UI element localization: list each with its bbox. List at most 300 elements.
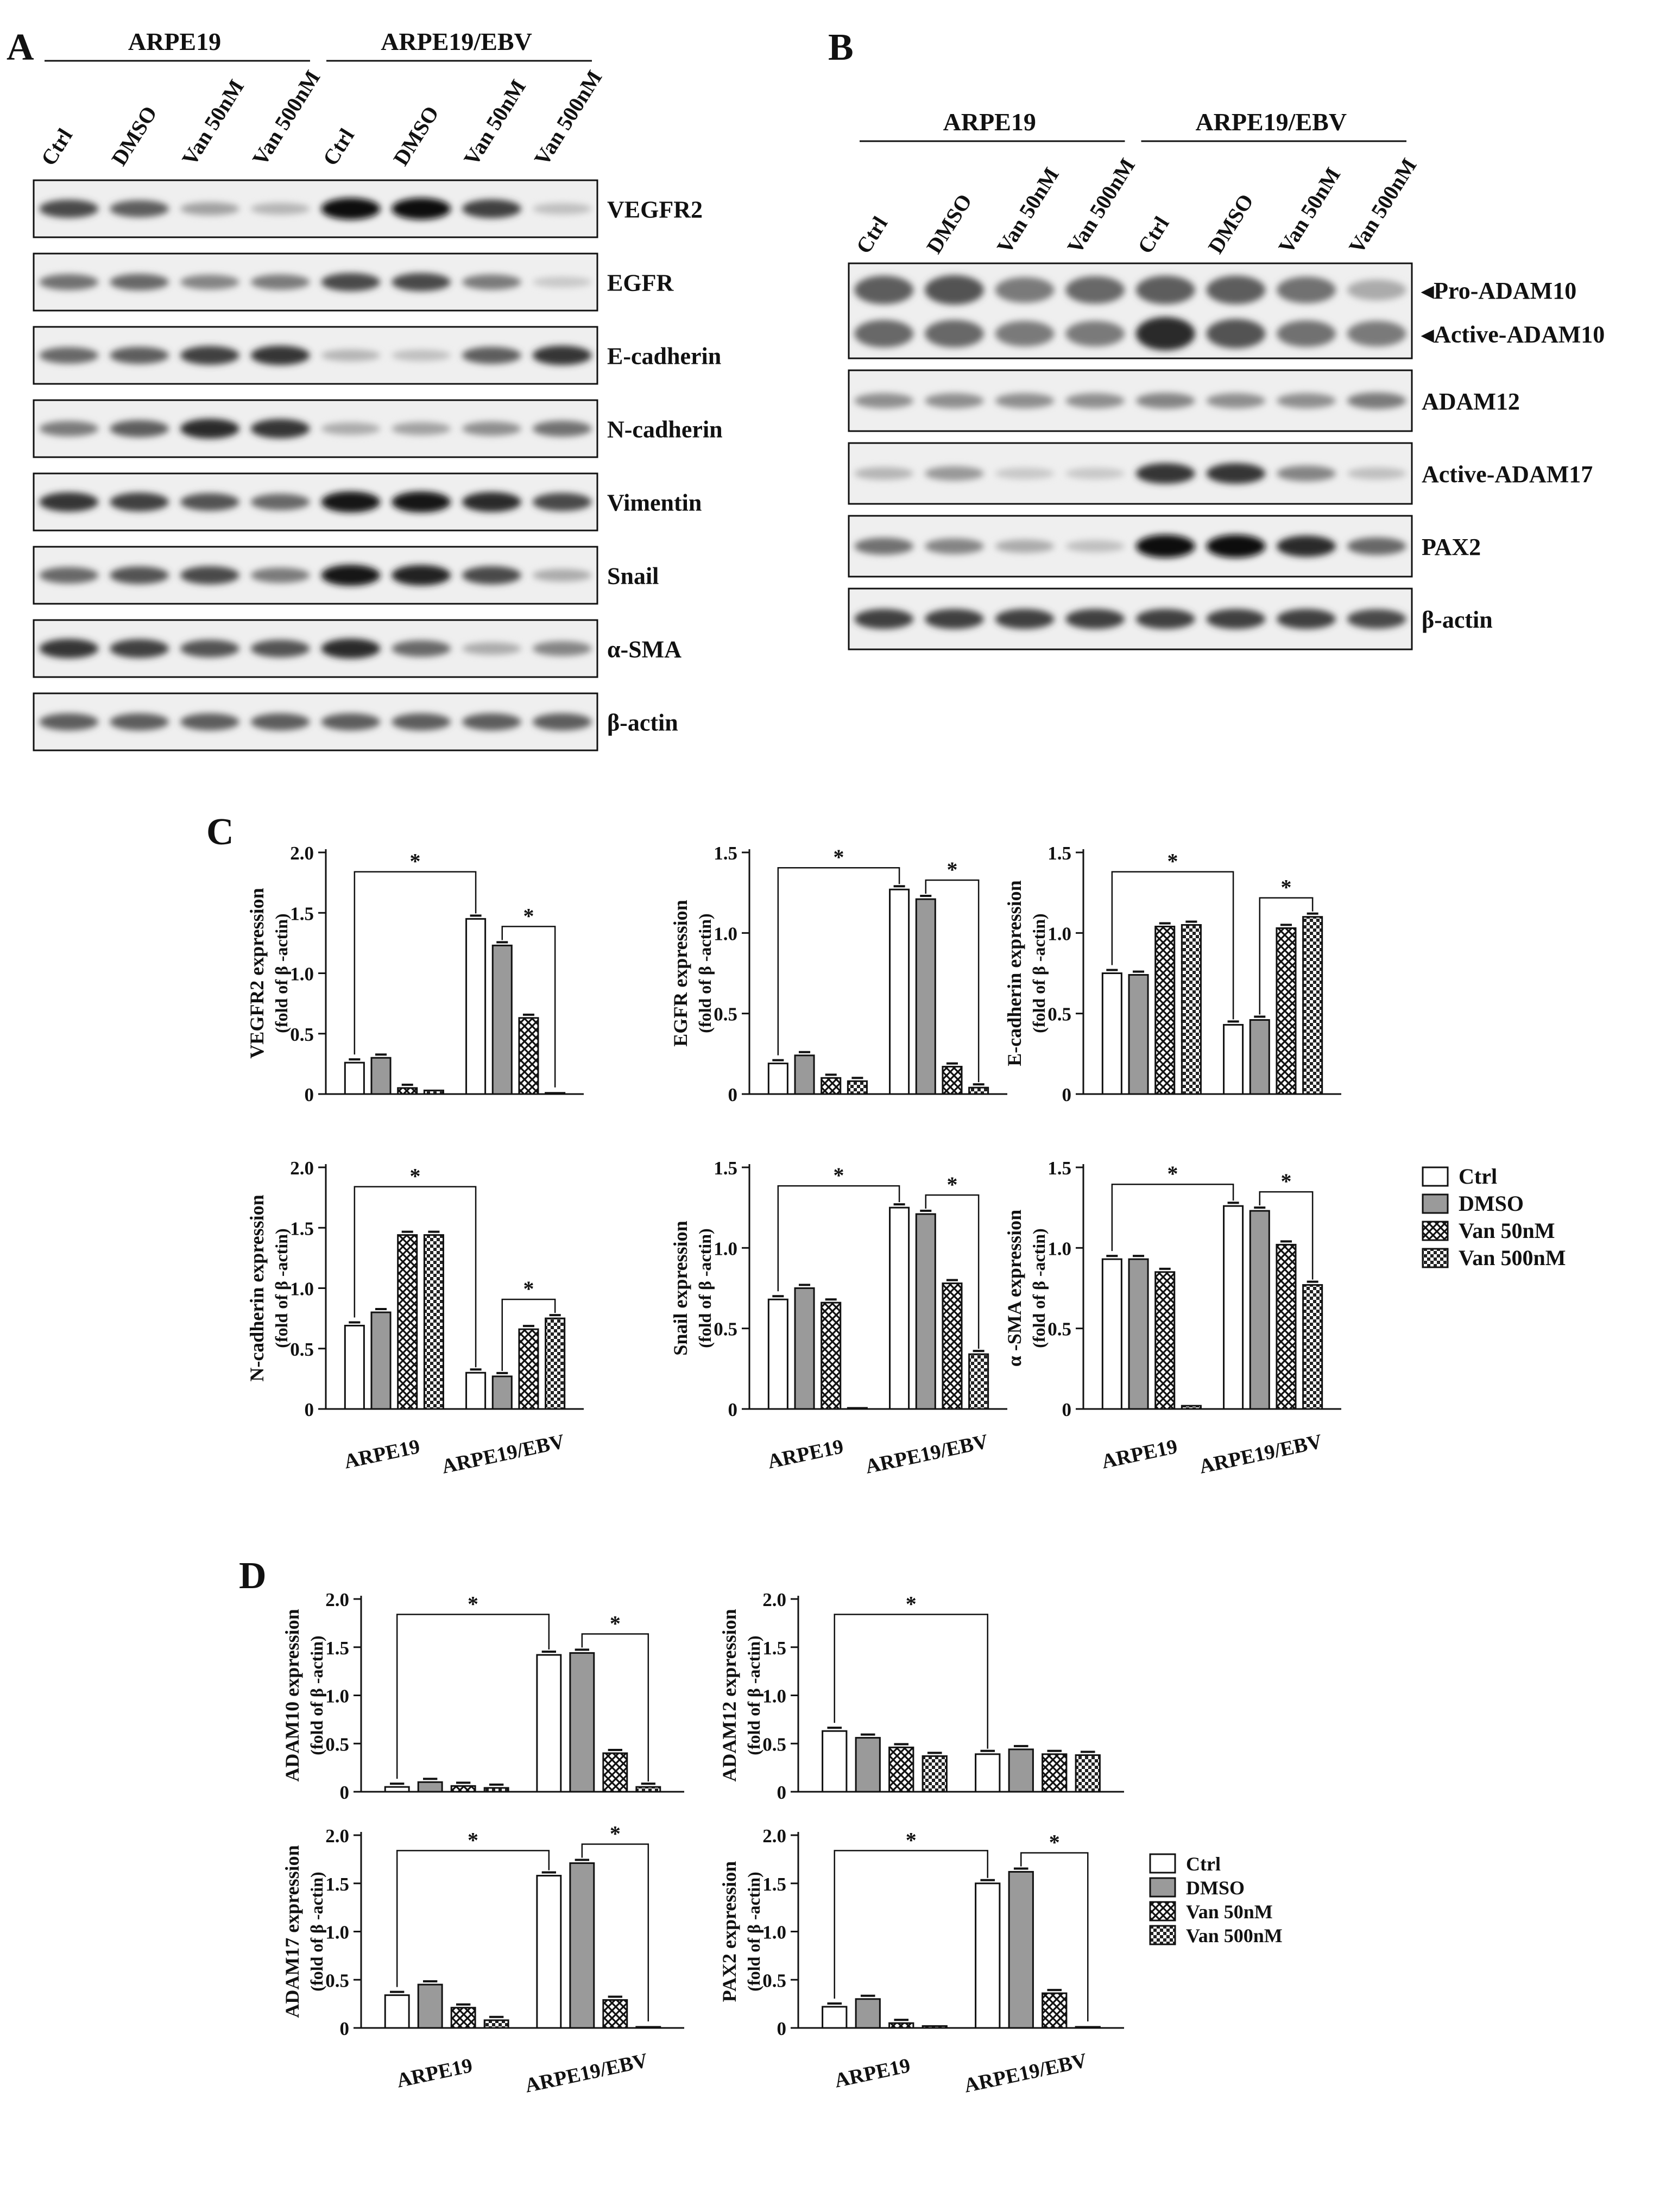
- protein-band: [392, 273, 451, 292]
- bar: [943, 1284, 962, 1409]
- significance-star: *: [1049, 1830, 1060, 1855]
- protein-band: [533, 421, 592, 437]
- legend-label: Van 500nM: [1459, 1246, 1566, 1270]
- significance-star: *: [833, 845, 844, 870]
- bar: [451, 2008, 475, 2028]
- bar: [1303, 917, 1322, 1094]
- bar: [1102, 1259, 1121, 1409]
- protein-band: [1206, 276, 1265, 305]
- protein-band: [533, 569, 592, 582]
- lane-label: Van 500nM: [1343, 154, 1422, 258]
- panel-b-label: B: [828, 27, 854, 68]
- bar: [848, 1081, 867, 1094]
- blot-label: E-cadherin: [607, 343, 722, 370]
- protein-band: [180, 713, 239, 731]
- protein-band: [854, 609, 913, 629]
- bar: [519, 1018, 538, 1094]
- significance-star: *: [946, 857, 958, 882]
- protein-band: [251, 419, 310, 439]
- protein-band: [995, 393, 1055, 408]
- protein-band: [854, 538, 913, 554]
- y-tick-label: 1.5: [1047, 843, 1071, 864]
- blot-label: EGFR: [607, 269, 674, 296]
- significance-star: *: [1280, 1169, 1292, 1194]
- protein-band: [251, 274, 310, 289]
- protein-band: [180, 493, 239, 511]
- protein-band: [321, 565, 380, 586]
- protein-band: [533, 203, 592, 214]
- protein-band: [321, 273, 380, 292]
- bar: [889, 1747, 913, 1792]
- bar: [1156, 926, 1175, 1094]
- bar: [451, 1786, 475, 1792]
- bar: [636, 1787, 660, 1792]
- x-category-label: ARPE19: [832, 2054, 913, 2093]
- y-tick-label: 0.5: [762, 1970, 786, 1992]
- protein-band: [854, 276, 913, 305]
- bar-chart: [718, 1589, 1124, 1803]
- y-tick-label: 1.0: [762, 1922, 786, 1943]
- blot-label: ADAM12: [1422, 388, 1520, 415]
- protein-band: [533, 493, 592, 511]
- protein-band: [1065, 467, 1125, 479]
- bar: [1224, 1206, 1243, 1409]
- protein-band: [995, 609, 1055, 629]
- protein-band: [251, 346, 310, 365]
- protein-band: [1065, 276, 1125, 304]
- y-tick-label: 0: [304, 1084, 314, 1105]
- bar-chart: [1004, 843, 1341, 1105]
- x-category-label: ARPE19/EBV: [439, 1430, 567, 1478]
- protein-band: [321, 639, 380, 659]
- blot-label: Active-ADAM17: [1422, 461, 1593, 488]
- lane-label: Van 50nM: [176, 75, 249, 170]
- bar-chart: [718, 1825, 1124, 2097]
- legend-label: Ctrl: [1459, 1164, 1498, 1189]
- protein-band: [1206, 393, 1265, 408]
- bar: [848, 1408, 867, 1409]
- bar-chart: [670, 843, 1007, 1105]
- bar: [916, 1214, 935, 1409]
- y-tick-label: 1.0: [714, 923, 737, 945]
- protein-band: [110, 492, 169, 511]
- y-tick-label: 1.0: [762, 1685, 786, 1707]
- y-axis-label-units: (fold of β -actin): [744, 1635, 763, 1755]
- blot-label: β-actin: [1422, 606, 1493, 633]
- bar: [822, 1303, 841, 1409]
- legend-label: Ctrl: [1186, 1853, 1221, 1875]
- protein-band: [995, 321, 1055, 346]
- protein-band: [1065, 321, 1125, 346]
- y-tick-label: 0: [1062, 1399, 1071, 1420]
- protein-band: [180, 419, 239, 439]
- y-tick-label: 1.0: [714, 1238, 737, 1260]
- x-category-label: ARPE19: [765, 1435, 845, 1474]
- protein-band: [110, 566, 169, 584]
- panel-a-label: A: [7, 27, 34, 68]
- bar: [371, 1312, 390, 1409]
- y-tick-label: 0: [339, 2018, 349, 2039]
- bar: [856, 1999, 880, 2028]
- blot-label: PAX2: [1422, 534, 1481, 560]
- significance-bracket: [1112, 1184, 1233, 1251]
- y-axis-label: ADAM10 expression: [281, 1609, 303, 1782]
- significance-star: *: [1280, 875, 1292, 900]
- y-tick-label: 2.0: [325, 1825, 349, 1847]
- protein-band: [110, 200, 169, 218]
- protein-band: [1277, 393, 1336, 408]
- protein-band: [462, 274, 521, 289]
- y-tick-label: 2.0: [762, 1589, 786, 1610]
- legend-label: DMSO: [1459, 1191, 1524, 1216]
- bar: [537, 1655, 561, 1792]
- y-tick-label: 1.5: [290, 1218, 314, 1240]
- bar: [923, 1756, 946, 1792]
- bar: [466, 919, 485, 1094]
- protein-band: [1065, 540, 1125, 552]
- protein-band: [1206, 535, 1265, 558]
- protein-band: [854, 467, 913, 480]
- bar: [1043, 1993, 1067, 2028]
- significance-star: *: [905, 1828, 917, 1853]
- legend-swatch: [1150, 1878, 1175, 1897]
- blot-label: α-SMA: [607, 636, 681, 663]
- protein-band: [392, 198, 451, 220]
- y-tick-label: 0: [777, 1782, 786, 1803]
- bar: [636, 2027, 660, 2028]
- lane-label: Van 50nM: [992, 163, 1064, 258]
- protein-band: [1347, 393, 1406, 409]
- protein-band: [392, 350, 451, 361]
- y-tick-label: 0.5: [1047, 1318, 1071, 1340]
- bar: [969, 1088, 988, 1094]
- significance-bracket: [835, 1614, 988, 1748]
- bar: [1224, 1025, 1243, 1094]
- bar: [1102, 974, 1121, 1095]
- lane-label: Ctrl: [318, 124, 359, 170]
- bar: [1277, 928, 1296, 1094]
- bar-charts: [246, 843, 1341, 2097]
- group-label: ARPE19: [943, 108, 1036, 136]
- x-category-label: ARPE19/EBV: [863, 1430, 990, 1478]
- legend-swatch: [1150, 1854, 1175, 1873]
- significance-star: *: [523, 1276, 534, 1301]
- protein-band: [39, 421, 98, 436]
- y-tick-label: 0.5: [714, 1318, 737, 1340]
- protein-band: [392, 565, 451, 586]
- significance-bracket: [397, 1850, 549, 1987]
- significance-star: *: [409, 1164, 421, 1189]
- significance-star: *: [946, 1172, 958, 1197]
- significance-star: *: [833, 1163, 844, 1188]
- protein-band: [321, 713, 380, 731]
- bar: [1250, 1211, 1269, 1409]
- protein-band: [462, 199, 521, 218]
- legend-label: Van 500nM: [1186, 1925, 1283, 1946]
- lane-label: DMSO: [106, 102, 162, 170]
- protein-band: [180, 346, 239, 365]
- bar: [923, 2026, 946, 2028]
- y-tick-label: 2.0: [325, 1589, 349, 1610]
- bar: [856, 1738, 880, 1792]
- protein-band: [1136, 463, 1195, 484]
- panel-b-western-blot: [849, 108, 1605, 649]
- significance-star: *: [409, 849, 421, 874]
- protein-band: [1206, 463, 1265, 484]
- protein-band: [110, 420, 169, 438]
- protein-band: [110, 274, 169, 290]
- bar: [823, 1731, 847, 1792]
- y-tick-label: 1.0: [325, 1922, 349, 1943]
- protein-band: [925, 466, 984, 481]
- bar: [519, 1329, 538, 1409]
- protein-band: [251, 640, 310, 658]
- group-label: ARPE19: [128, 28, 222, 55]
- blot-label: ◂Pro-ADAM10: [1422, 277, 1577, 304]
- legends: [1150, 1164, 1566, 1946]
- bar: [398, 1088, 417, 1094]
- y-tick-label: 1.5: [325, 1873, 349, 1895]
- y-tick-label: 1.5: [714, 843, 737, 864]
- bar-chart: [246, 1158, 584, 1478]
- y-axis-label-units: (fold of β -actin): [272, 913, 291, 1033]
- bar: [570, 1863, 594, 2028]
- protein-band: [925, 609, 984, 629]
- protein-band: [854, 320, 913, 347]
- protein-band: [1277, 465, 1336, 481]
- y-axis-label-units: (fold of β -actin): [272, 1228, 291, 1348]
- y-tick-label: 0: [728, 1399, 737, 1420]
- protein-band: [392, 713, 451, 731]
- bar: [1076, 1755, 1100, 1792]
- legend-label: Van 50nM: [1186, 1901, 1273, 1923]
- y-tick-label: 1.0: [290, 963, 314, 985]
- significance-bracket: [355, 872, 476, 1055]
- bar: [1009, 1749, 1033, 1792]
- protein-band: [1136, 609, 1195, 629]
- significance-bracket: [397, 1614, 549, 1779]
- bar: [1043, 1754, 1067, 1792]
- bar: [345, 1325, 364, 1409]
- bar: [969, 1354, 988, 1409]
- protein-band: [1347, 467, 1406, 479]
- blot-label: VEGFR2: [607, 196, 703, 223]
- group-label: ARPE19/EBV: [1195, 108, 1347, 136]
- protein-band: [180, 640, 239, 658]
- blot-label: β-actin: [607, 709, 678, 736]
- bar: [546, 1093, 565, 1094]
- lane-label: Ctrl: [851, 212, 893, 258]
- bar: [1303, 1285, 1322, 1409]
- y-axis-label: N-cadherin expression: [246, 1195, 268, 1382]
- bar: [466, 1373, 485, 1409]
- y-axis-label: PAX2 expression: [718, 1861, 740, 2002]
- protein-band: [180, 566, 239, 585]
- y-tick-label: 0.5: [714, 1003, 737, 1025]
- panel-d-label: D: [239, 1555, 267, 1597]
- y-tick-label: 0: [339, 1782, 349, 1803]
- protein-band: [925, 393, 984, 408]
- lane-label: Van 500nM: [247, 66, 325, 170]
- bar: [603, 1753, 627, 1792]
- y-tick-label: 1.5: [714, 1158, 737, 1179]
- blot-label: ◂Active-ADAM10: [1422, 321, 1605, 348]
- protein-band: [1136, 393, 1195, 408]
- protein-band: [251, 713, 310, 731]
- x-category-label: ARPE19: [342, 1435, 422, 1474]
- significance-bracket: [778, 868, 899, 1055]
- bar-chart: [281, 1589, 684, 1803]
- y-tick-label: 1.5: [762, 1873, 786, 1895]
- y-tick-label: 0: [728, 1084, 737, 1105]
- protein-band: [462, 566, 521, 585]
- bar: [424, 1090, 443, 1094]
- protein-band: [251, 203, 310, 214]
- protein-band: [321, 422, 380, 435]
- legend-label: DMSO: [1186, 1877, 1245, 1899]
- protein-band: [392, 422, 451, 435]
- protein-band: [1277, 320, 1336, 347]
- protein-band: [462, 713, 521, 731]
- y-axis-label-units: (fold of β -actin): [1029, 1228, 1049, 1348]
- bar: [943, 1067, 962, 1094]
- y-axis-label: E-cadherin expression: [1004, 880, 1025, 1066]
- bar: [424, 1235, 443, 1409]
- protein-band: [533, 713, 592, 731]
- bar: [418, 1782, 442, 1792]
- protein-band: [180, 202, 239, 215]
- bar: [1009, 1872, 1033, 2028]
- bar: [976, 1754, 1000, 1792]
- lane-label: Van 500nM: [1062, 154, 1140, 258]
- bar: [371, 1058, 390, 1094]
- blot-label: Snail: [607, 563, 659, 590]
- protein-band: [110, 639, 169, 658]
- bar: [385, 1995, 409, 2028]
- blot-label: N-cadherin: [607, 416, 723, 443]
- protein-band: [462, 492, 521, 512]
- protein-band: [1136, 535, 1195, 558]
- protein-band: [995, 467, 1055, 479]
- protein-band: [1206, 609, 1265, 629]
- protein-band: [1065, 609, 1125, 629]
- y-axis-label: α -SMA expression: [1004, 1209, 1025, 1367]
- bar-chart: [1004, 1158, 1341, 1478]
- legend-label: Van 50nM: [1459, 1218, 1555, 1243]
- bar: [1182, 925, 1201, 1095]
- x-category-label: ARPE19/EBV: [962, 2049, 1089, 2097]
- protein-band: [995, 277, 1055, 302]
- bar: [822, 1078, 841, 1094]
- bar-chart: [246, 843, 584, 1105]
- bar-chart: [670, 1158, 1007, 1478]
- bar: [1129, 975, 1148, 1094]
- bar: [546, 1318, 565, 1409]
- y-tick-label: 0: [304, 1399, 314, 1420]
- significance-star: *: [1167, 1161, 1178, 1186]
- y-axis-label-units: (fold of β -actin): [307, 1635, 326, 1755]
- y-tick-label: 0.5: [290, 1023, 314, 1045]
- y-tick-label: 2.0: [290, 1158, 314, 1179]
- protein-band: [1347, 538, 1406, 555]
- significance-bracket: [778, 1186, 899, 1291]
- y-tick-label: 0.5: [290, 1338, 314, 1360]
- y-tick-label: 1.5: [290, 903, 314, 925]
- bar: [795, 1288, 814, 1410]
- protein-band: [533, 277, 592, 288]
- legend-swatch: [1423, 1195, 1448, 1213]
- bar: [570, 1653, 594, 1792]
- y-tick-label: 1.0: [1047, 923, 1071, 945]
- bar: [976, 1884, 1000, 2028]
- protein-band: [1277, 277, 1336, 304]
- lane-label: DMSO: [1203, 189, 1259, 258]
- protein-band: [39, 492, 98, 512]
- bar: [768, 1299, 787, 1409]
- y-axis-label-units: (fold of β -actin): [695, 913, 715, 1033]
- protein-band: [110, 713, 169, 731]
- panel-a-western-blot: [34, 28, 723, 750]
- bar: [398, 1235, 417, 1409]
- bar: [484, 1788, 508, 1792]
- y-tick-label: 0: [777, 2018, 786, 2039]
- protein-band: [925, 538, 984, 554]
- protein-band: [180, 275, 239, 289]
- bar: [1250, 1020, 1269, 1094]
- y-axis-label: ADAM17 expression: [281, 1845, 303, 2018]
- legend-swatch: [1423, 1222, 1448, 1240]
- lane-label: Van 50nM: [458, 75, 531, 170]
- y-axis-label: Snail expression: [670, 1221, 691, 1356]
- significance-star: *: [609, 1821, 621, 1846]
- protein-band: [1277, 535, 1336, 557]
- protein-band: [392, 640, 451, 656]
- bar: [890, 889, 909, 1094]
- y-tick-label: 1.5: [1047, 1158, 1071, 1179]
- protein-band: [39, 713, 98, 731]
- protein-band: [462, 347, 521, 364]
- significance-star: *: [523, 903, 534, 928]
- protein-band: [1136, 317, 1195, 350]
- bar: [493, 945, 512, 1094]
- protein-band: [462, 421, 521, 435]
- y-axis-label: EGFR expression: [670, 900, 691, 1047]
- bar: [890, 1208, 909, 1409]
- protein-band: [321, 198, 380, 220]
- protein-band: [251, 494, 310, 510]
- lane-label: DMSO: [388, 102, 444, 170]
- y-axis-label: ADAM12 expression: [718, 1609, 740, 1782]
- blot-box: [849, 263, 1412, 358]
- x-category-label: ARPE19: [394, 2054, 475, 2093]
- blot-label: Vimentin: [607, 489, 702, 516]
- lane-label: DMSO: [921, 189, 977, 258]
- lane-label: Ctrl: [36, 124, 78, 170]
- protein-band: [110, 347, 169, 364]
- protein-band: [462, 642, 521, 655]
- protein-band: [392, 491, 451, 513]
- x-category-label: ARPE19/EBV: [1197, 1430, 1324, 1478]
- protein-band: [854, 393, 913, 408]
- protein-band: [321, 349, 380, 361]
- bar: [484, 2020, 508, 2028]
- y-axis-label-units: (fold of β -actin): [695, 1228, 715, 1348]
- bar: [493, 1376, 512, 1409]
- protein-band: [1347, 321, 1406, 346]
- bar: [795, 1056, 814, 1094]
- y-tick-label: 0: [1062, 1084, 1071, 1105]
- panel-c-label: C: [206, 811, 234, 853]
